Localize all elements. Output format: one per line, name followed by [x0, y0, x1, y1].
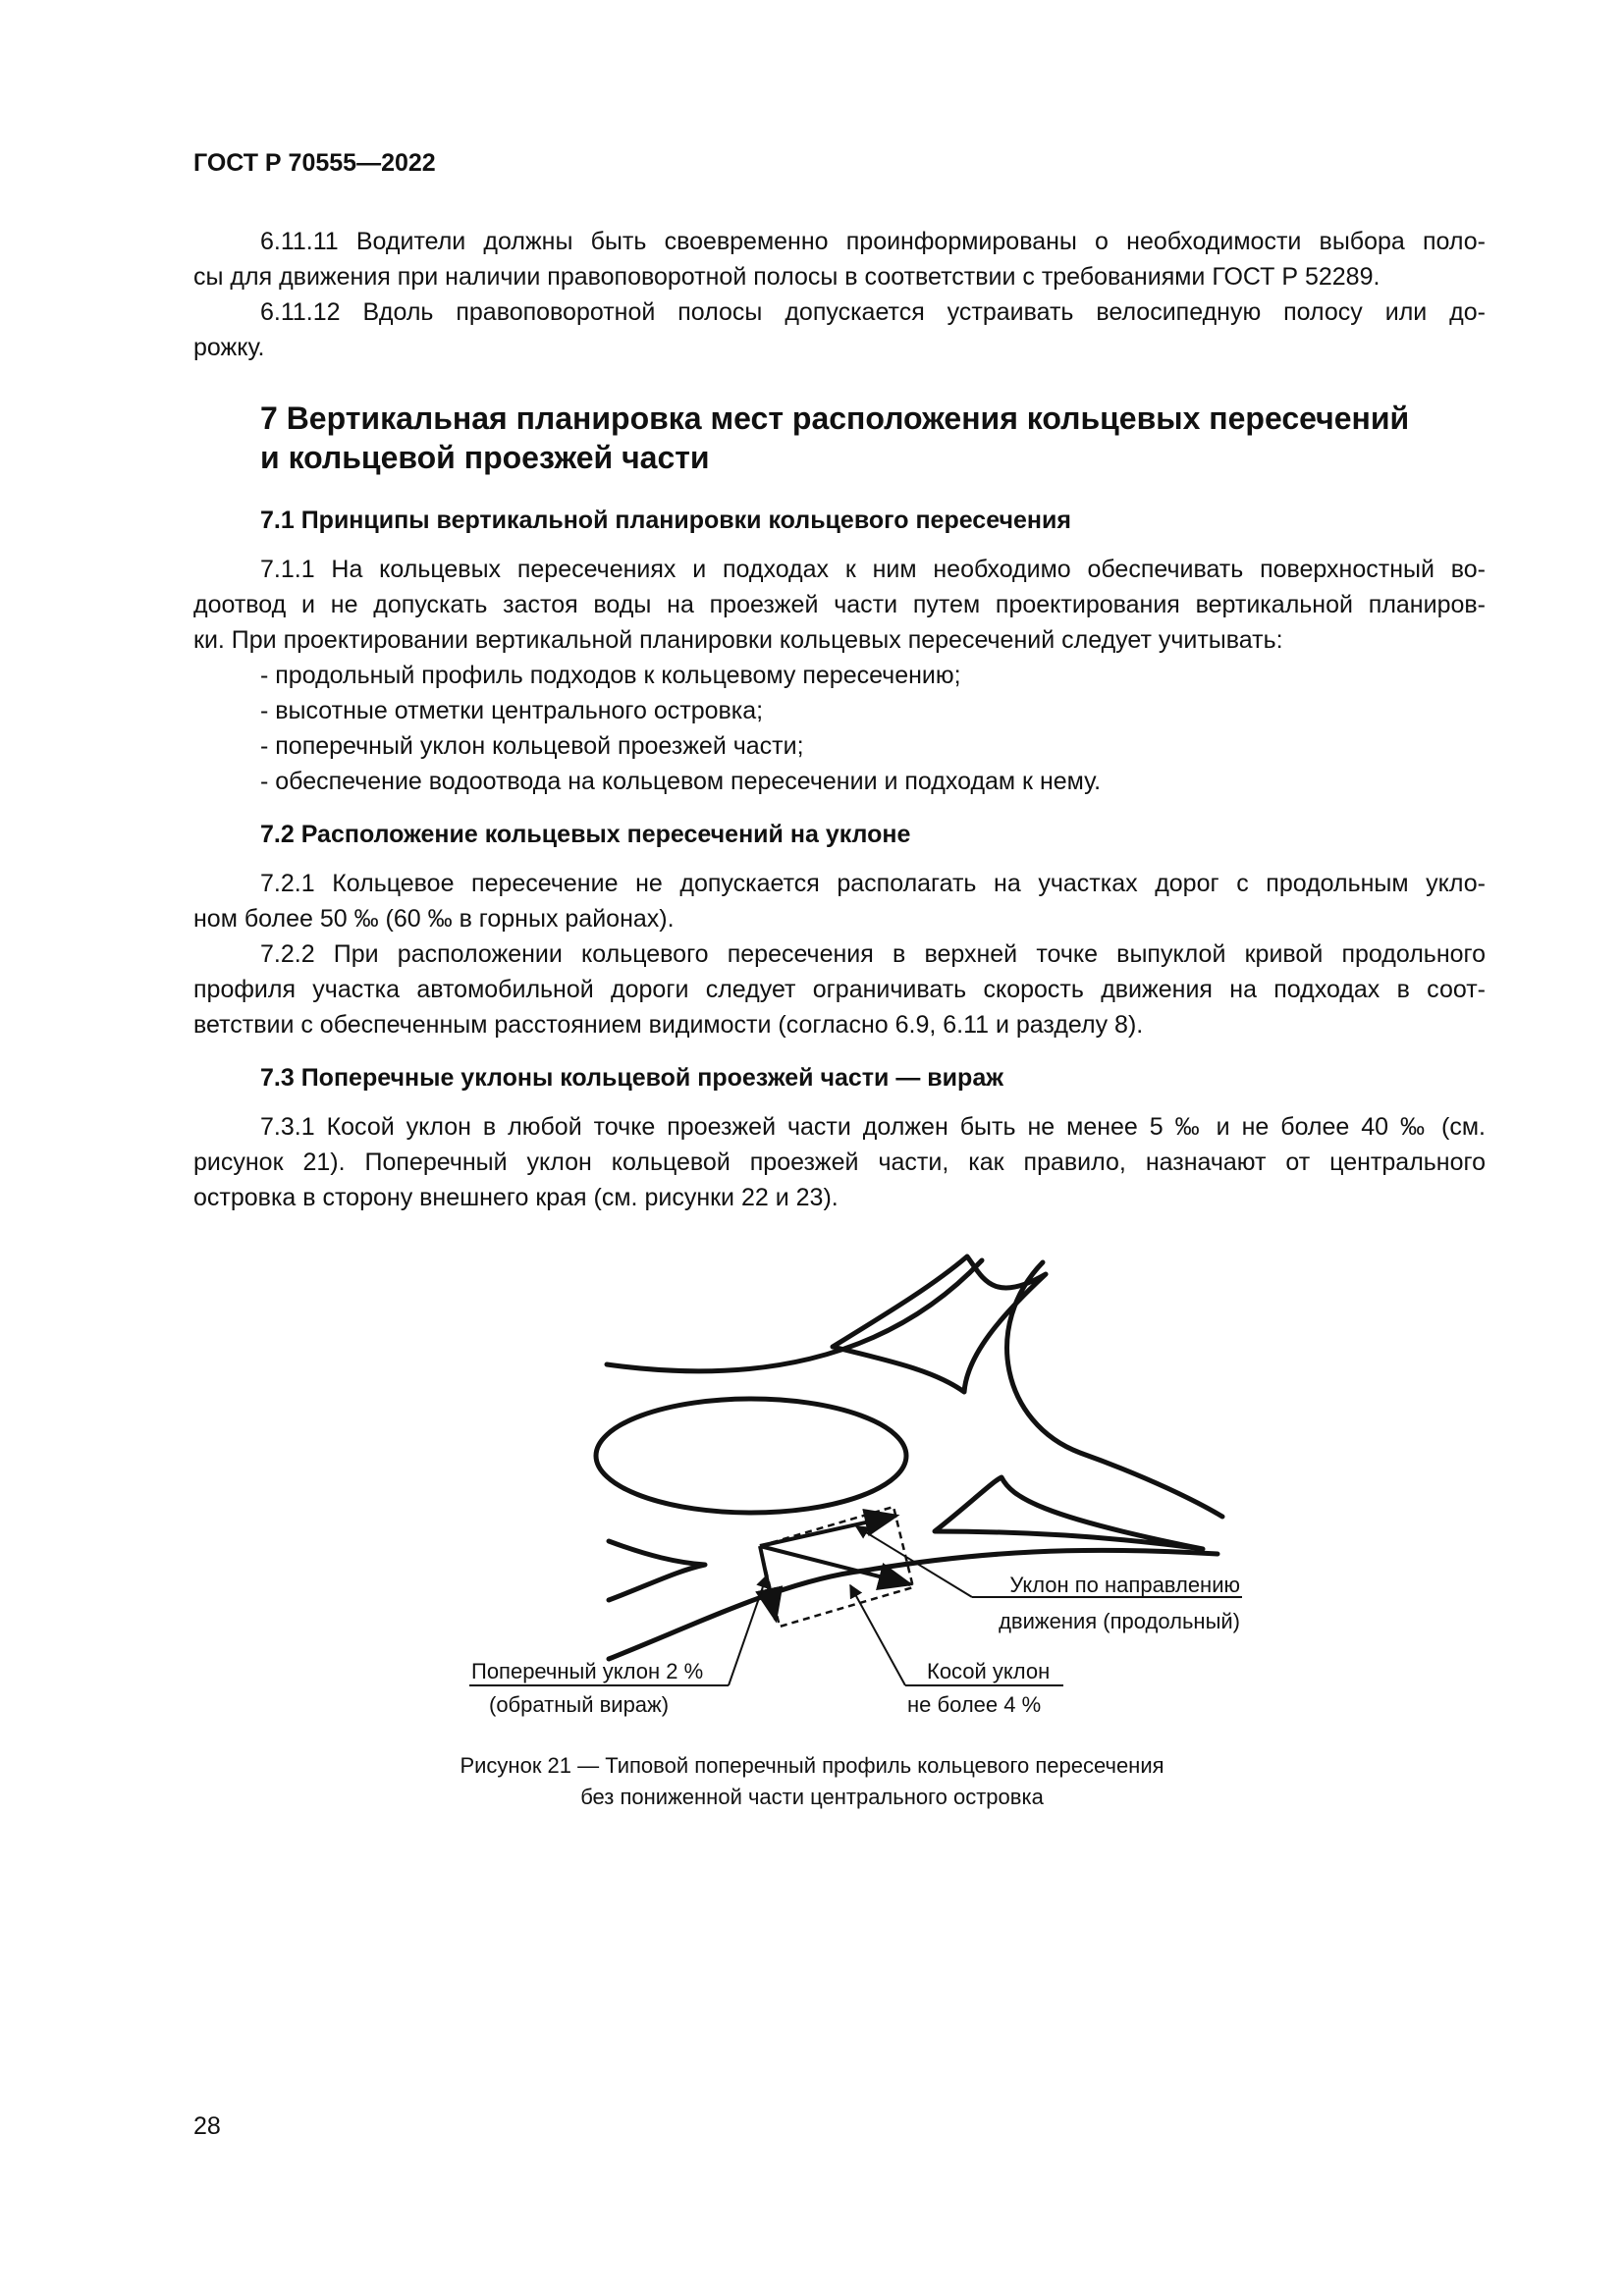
figure-caption-line-1: Рисунок 21 — Типовой поперечный профиль кольцевого пересечения — [460, 1753, 1164, 1778]
paragraph-7-2-2-line-1: 7.2.2 При расположении кольцевого пересечения в верхней точке выпуклой кривой продольного — [260, 940, 1486, 968]
label-cross-slope-line-2: (обратный вираж) — [489, 1692, 670, 1717]
bullet-item: - обеспечение водоотвода на кольцевом пересечении и подходам к нему. — [260, 768, 1102, 795]
carriageway-outer-edge — [609, 1550, 1218, 1659]
paragraph-6-11-12-line-1: 6.11.12 Вдоль правоповоротной полосы допускается устраивать велосипедную полосу или до- — [260, 298, 1486, 326]
road-edge-right — [1007, 1262, 1222, 1517]
paragraph-7-3-1-line-3: островка в сторону внешнего края (см. рисунки 22 и 23). — [193, 1184, 839, 1211]
label-oblique-slope-line-1: Косой уклон — [927, 1659, 1051, 1683]
road-edge-top — [607, 1260, 982, 1371]
paragraph-6-11-12-line-2: рожку. — [193, 334, 265, 361]
leader-longitudinal-diag — [856, 1526, 972, 1597]
page-number: 28 — [193, 2112, 221, 2140]
slope-box-dashed — [760, 1507, 913, 1627]
paragraph-7-3-1-line-2: рисунок 21). Поперечный уклон кольцевой проезжей части, как правило, назначают от центрального — [193, 1148, 1486, 1176]
label-longitudinal-line-2: движения (продольный) — [999, 1609, 1240, 1633]
bullet-item: - высотные отметки центрального островка; — [260, 697, 764, 724]
paragraph-7-1-1-line-1: 7.1.1 На кольцевых пересечениях и подходах к ним необходимо обеспечивать поверхностный во- — [260, 556, 1486, 583]
splitter-island-right — [935, 1477, 1203, 1549]
paragraph-7-2-2-line-3: ветствии с обеспеченным расстоянием видимости (согласно 6.9, 6.11 и разделу 8). — [193, 1011, 1144, 1039]
figure-caption-line-2: без пониженной части центрального островка — [580, 1785, 1044, 1809]
central-island — [596, 1399, 906, 1513]
splitter-island-top — [833, 1256, 1046, 1392]
longitudinal-slope-arrow — [760, 1516, 896, 1546]
cross-slope-arrow — [760, 1546, 776, 1620]
leader-oblique-diag — [850, 1585, 905, 1685]
oblique-slope-arrow — [760, 1546, 910, 1584]
bullet-item: - продольный профиль подходов к кольцевому пересечению; — [260, 662, 961, 689]
label-cross-slope-line-1: Поперечный уклон 2 % — [471, 1659, 704, 1683]
paragraph-7-2-2-line-2: профиля участка автомобильной дороги следует ограничивать скорость движения на подходах в соот- — [193, 976, 1486, 1003]
subsection-7-2-title: 7.2 Расположение кольцевых пересечений на уклоне — [260, 821, 911, 848]
section-7-title-line-2: и кольцевой проезжей части — [260, 440, 710, 475]
label-oblique-slope-line-2: не более 4 % — [907, 1692, 1042, 1717]
paragraph-7-1-1-line-2: доотвод и не допускать застоя воды на проезжей части путем проектирования вертикальной планиров- — [193, 591, 1486, 618]
section-7-title-line-1: 7 Вертикальная планировка мест расположения кольцевых пересечений — [260, 400, 1410, 436]
document-header-code: ГОСТ Р 70555—2022 — [193, 149, 436, 177]
leader-cross-diag — [729, 1575, 767, 1685]
label-longitudinal-line-1: Уклон по направлению — [1009, 1573, 1240, 1597]
paragraph-6-11-11-line-1: 6.11.11 Водители должны быть своевременно проинформированы о необходимости выбора поло- — [260, 228, 1486, 255]
bullet-item: - поперечный уклон кольцевой проезжей части; — [260, 732, 804, 760]
paragraph-7-2-1-line-1: 7.2.1 Кольцевое пересечение не допускается располагать на участках дорог с продольным укло- — [260, 870, 1486, 897]
subsection-7-1-title: 7.1 Принципы вертикальной планировки кольцевого пересечения — [260, 507, 1071, 534]
paragraph-7-2-1-line-2: ном более 50 ‰ (60 ‰ в горных районах). — [193, 905, 675, 933]
paragraph-7-1-1-line-3: ки. При проектировании вертикальной планировки кольцевых пересечений следует учитывать: — [193, 626, 1283, 654]
subsection-7-3-title: 7.3 Поперечные уклоны кольцевой проезжей части — вираж — [260, 1064, 1003, 1092]
paragraph-6-11-11-line-2: сы для движения при наличии правоповоротной полосы в соответствии с требованиями ГОСТ Р 52289. — [193, 263, 1380, 291]
splitter-island-left — [609, 1541, 705, 1600]
paragraph-7-3-1-line-1: 7.3.1 Косой уклон в любой точке проезжей части должен быть не менее 5 ‰ и не более 40 ‰ (см. — [260, 1113, 1486, 1141]
